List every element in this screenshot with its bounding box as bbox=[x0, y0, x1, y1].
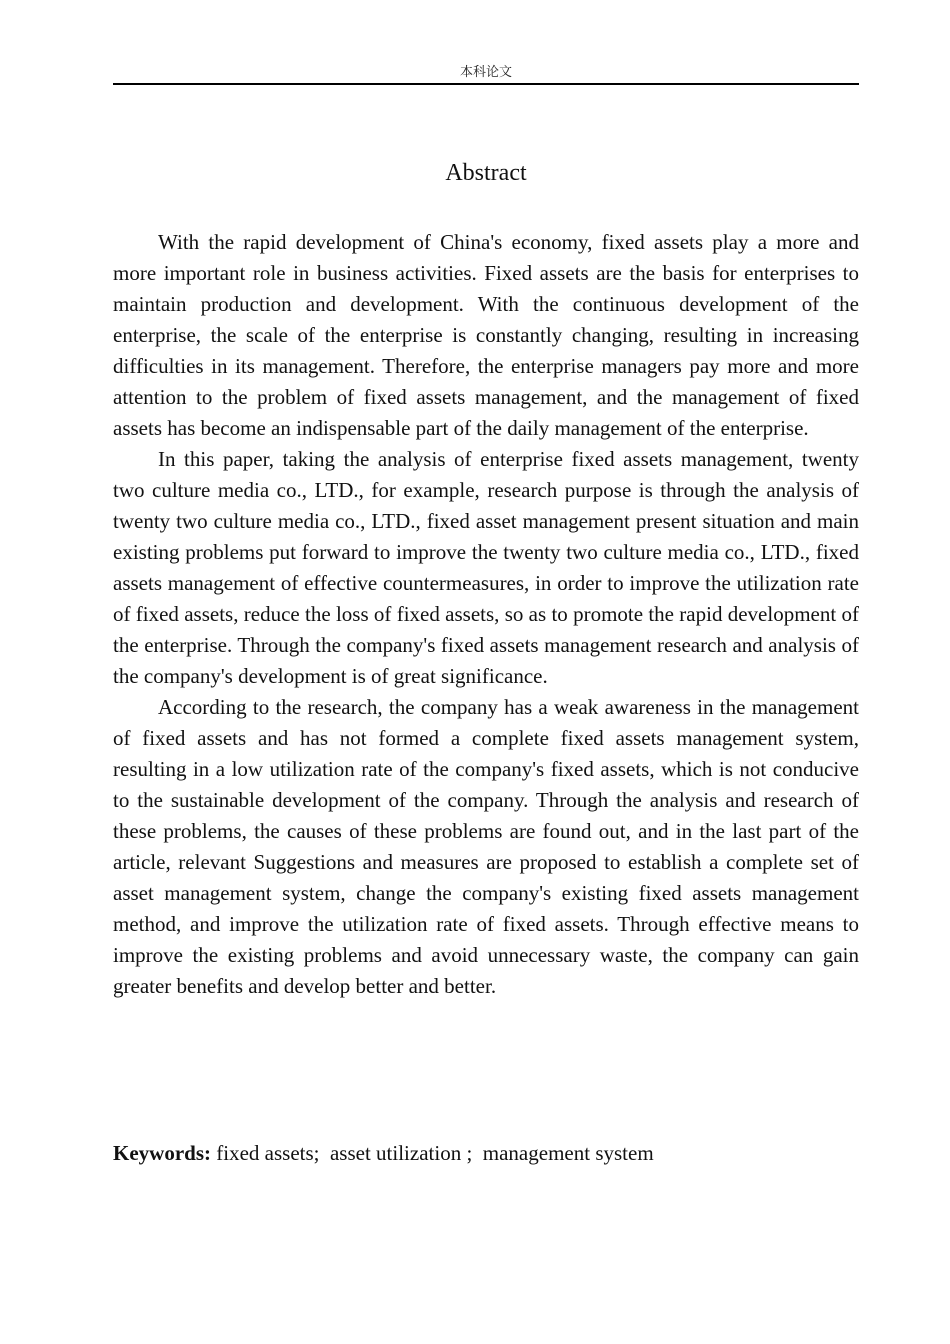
paragraph: In this paper, taking the analysis of enterprise fixed assets management, twenty two culture media co., LTD., for example, research purpose is through the analysis of twenty two culture media co., LTD., fixed asset management present situation and main existing problems put forward to improve the twenty two culture media co., LTD., fixed assets management of effective countermeasures, in order to improve the utilization rate of fixed assets, reduce the loss of fixed assets, so as to promote the rapid development of the enterprise. Through the company's fixed assets management research and analysis of the company's development is of great significance. bbox=[113, 447, 859, 688]
page-header: 本科论文 bbox=[459, 65, 512, 80]
keywords-line bbox=[113, 1138, 859, 1169]
paragraph: According to the research, the company has a weak awareness in the management of fixed assets and has not formed a complete fixed assets management system, resulting in a low utilization rate of the company's fixed assets, which is not conducive to the sustainable development of the company. Through the analysis and research of these problems, the causes of these problems are found out, and in the last part of the article, relevant Suggestions and measures are proposed to establish a complete set of asset management system, change the company's existing fixed assets management method, and improve the utilization rate of fixed assets. Through effective means to improve the existing problems and avoid unnecessary waste, the company can gain greater benefits and develop better and better. bbox=[113, 695, 859, 998]
abstract-body bbox=[113, 227, 859, 1002]
paragraph: With the rapid development of China's economy, fixed assets play a more and more important role in business activities. Fixed assets are the basis for enterprises to maintain production and development. With the continuous development of the enterprise, the scale of the enterprise is constantly changing, resulting in increasing difficulties in its management. Therefore, the enterprise managers pay more and more attention to the problem of fixed assets management, and the management of fixed assets has become an indispensable part of the daily management of the enterprise. bbox=[113, 230, 859, 440]
keywords-text: fixed assets; asset utilization ; management system bbox=[211, 1141, 654, 1165]
keywords-label: Keywords: bbox=[113, 1141, 211, 1165]
header-rule bbox=[113, 83, 859, 85]
abstract-title: Abstract bbox=[445, 160, 527, 186]
